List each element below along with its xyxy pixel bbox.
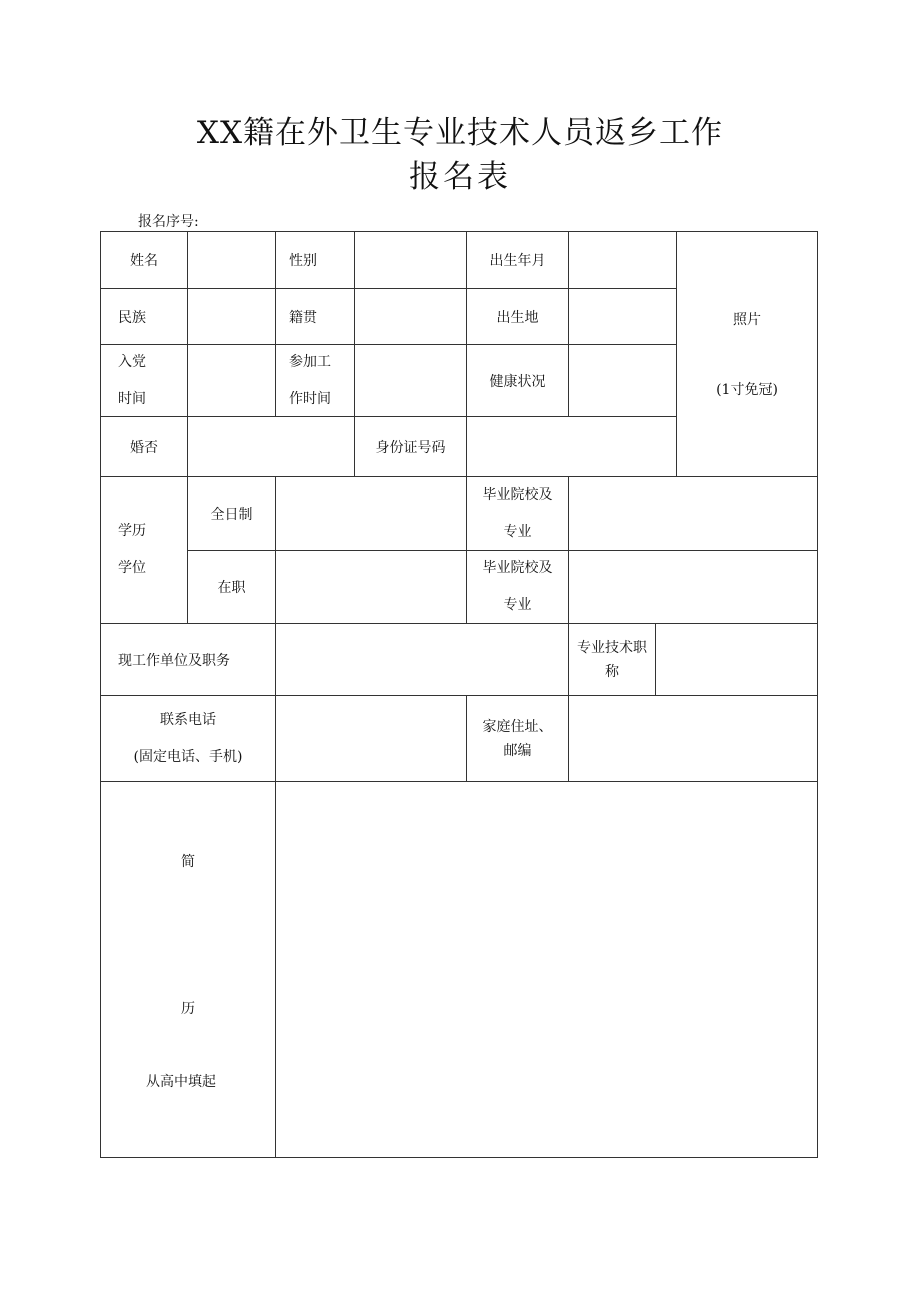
work-start-date-label-line2: 作时间 xyxy=(289,390,331,407)
party-join-date-label-line1: 入党 xyxy=(118,353,146,370)
birthplace-label: 出生地 xyxy=(466,288,569,345)
in-service-school-label-line1: 毕业院校及 xyxy=(482,560,553,576)
party-join-date-label xyxy=(100,344,188,417)
gender-field[interactable] xyxy=(354,231,467,289)
resume-fill-note: 从高中填起 xyxy=(146,1074,216,1090)
native-place-label: 籍贯 xyxy=(275,288,355,345)
home-address-label-line2: 邮编 xyxy=(503,742,532,759)
in-service-label: 在职 xyxy=(187,550,276,624)
contact-phone-label-line1: 联系电话 xyxy=(160,711,216,728)
id-number-label: 身份证号码 xyxy=(354,416,467,477)
ethnicity-field[interactable] xyxy=(187,288,276,345)
native-place-field[interactable] xyxy=(354,288,467,345)
in-service-school-label-line2: 专业 xyxy=(503,597,532,613)
resume-label-char1: 简 xyxy=(181,854,195,870)
serial-number-label: 报名序号: xyxy=(138,214,199,230)
party-join-date-label-line2: 时间 xyxy=(118,390,146,407)
full-time-school-major-label xyxy=(466,476,569,551)
birth-date-field[interactable] xyxy=(568,231,677,289)
resume-field[interactable] xyxy=(275,781,818,1158)
home-address-label xyxy=(466,695,569,782)
work-start-date-label xyxy=(275,344,355,417)
full-time-education-field[interactable] xyxy=(275,476,467,551)
birth-date-label: 出生年月 xyxy=(466,231,569,289)
in-service-school-major-label xyxy=(466,550,569,624)
work-start-date-label-line1: 参加工 xyxy=(289,353,331,370)
form-title-line1: XX籍在外卫生专业技术人员返乡工作 xyxy=(196,115,724,151)
in-service-school-major-field[interactable] xyxy=(568,550,818,624)
contact-phone-label xyxy=(100,695,276,782)
gender-label: 性别 xyxy=(275,231,355,289)
home-address-field[interactable] xyxy=(568,695,818,782)
id-number-field[interactable] xyxy=(466,416,677,477)
resume-label-cell xyxy=(100,781,276,1158)
birthplace-field[interactable] xyxy=(568,288,677,345)
name-label: 姓名 xyxy=(100,231,188,289)
ethnicity-label: 民族 xyxy=(100,288,188,345)
education-label: 学历 xyxy=(118,523,146,539)
in-service-education-field[interactable] xyxy=(275,550,467,624)
current-unit-position-label: 现工作单位及职务 xyxy=(100,623,276,696)
professional-title-label xyxy=(568,623,656,696)
full-time-school-major-field[interactable] xyxy=(568,476,818,551)
full-time-school-label-line2: 专业 xyxy=(503,523,532,540)
marital-status-field[interactable] xyxy=(187,416,355,477)
photo-label: 照片 xyxy=(733,312,761,328)
work-start-date-field[interactable] xyxy=(354,344,467,417)
degree-label: 学位 xyxy=(118,560,146,576)
marital-status-label: 婚否 xyxy=(100,416,188,477)
full-time-label: 全日制 xyxy=(187,476,276,551)
education-degree-label xyxy=(100,476,188,624)
home-address-label-line1: 家庭住址、 xyxy=(482,718,553,735)
name-field[interactable] xyxy=(187,231,276,289)
current-unit-position-field[interactable] xyxy=(275,623,569,696)
form-title-line2: 报名表 xyxy=(409,159,511,195)
full-time-school-label-line1: 毕业院校及 xyxy=(482,486,553,503)
photo-size-note: (1寸免冠) xyxy=(716,382,778,398)
professional-title-label-line2: 称 xyxy=(605,663,619,680)
health-status-field[interactable] xyxy=(568,344,677,417)
resume-label-char2: 历 xyxy=(181,1001,195,1017)
contact-phone-field[interactable] xyxy=(275,695,467,782)
party-join-date-field[interactable] xyxy=(187,344,276,417)
photo-box[interactable] xyxy=(676,231,818,477)
professional-title-field[interactable] xyxy=(655,623,818,696)
professional-title-label-line1: 专业技术职 xyxy=(577,639,647,656)
contact-phone-label-line2: (固定电话、手机) xyxy=(133,748,243,765)
health-status-label: 健康状况 xyxy=(466,344,569,417)
